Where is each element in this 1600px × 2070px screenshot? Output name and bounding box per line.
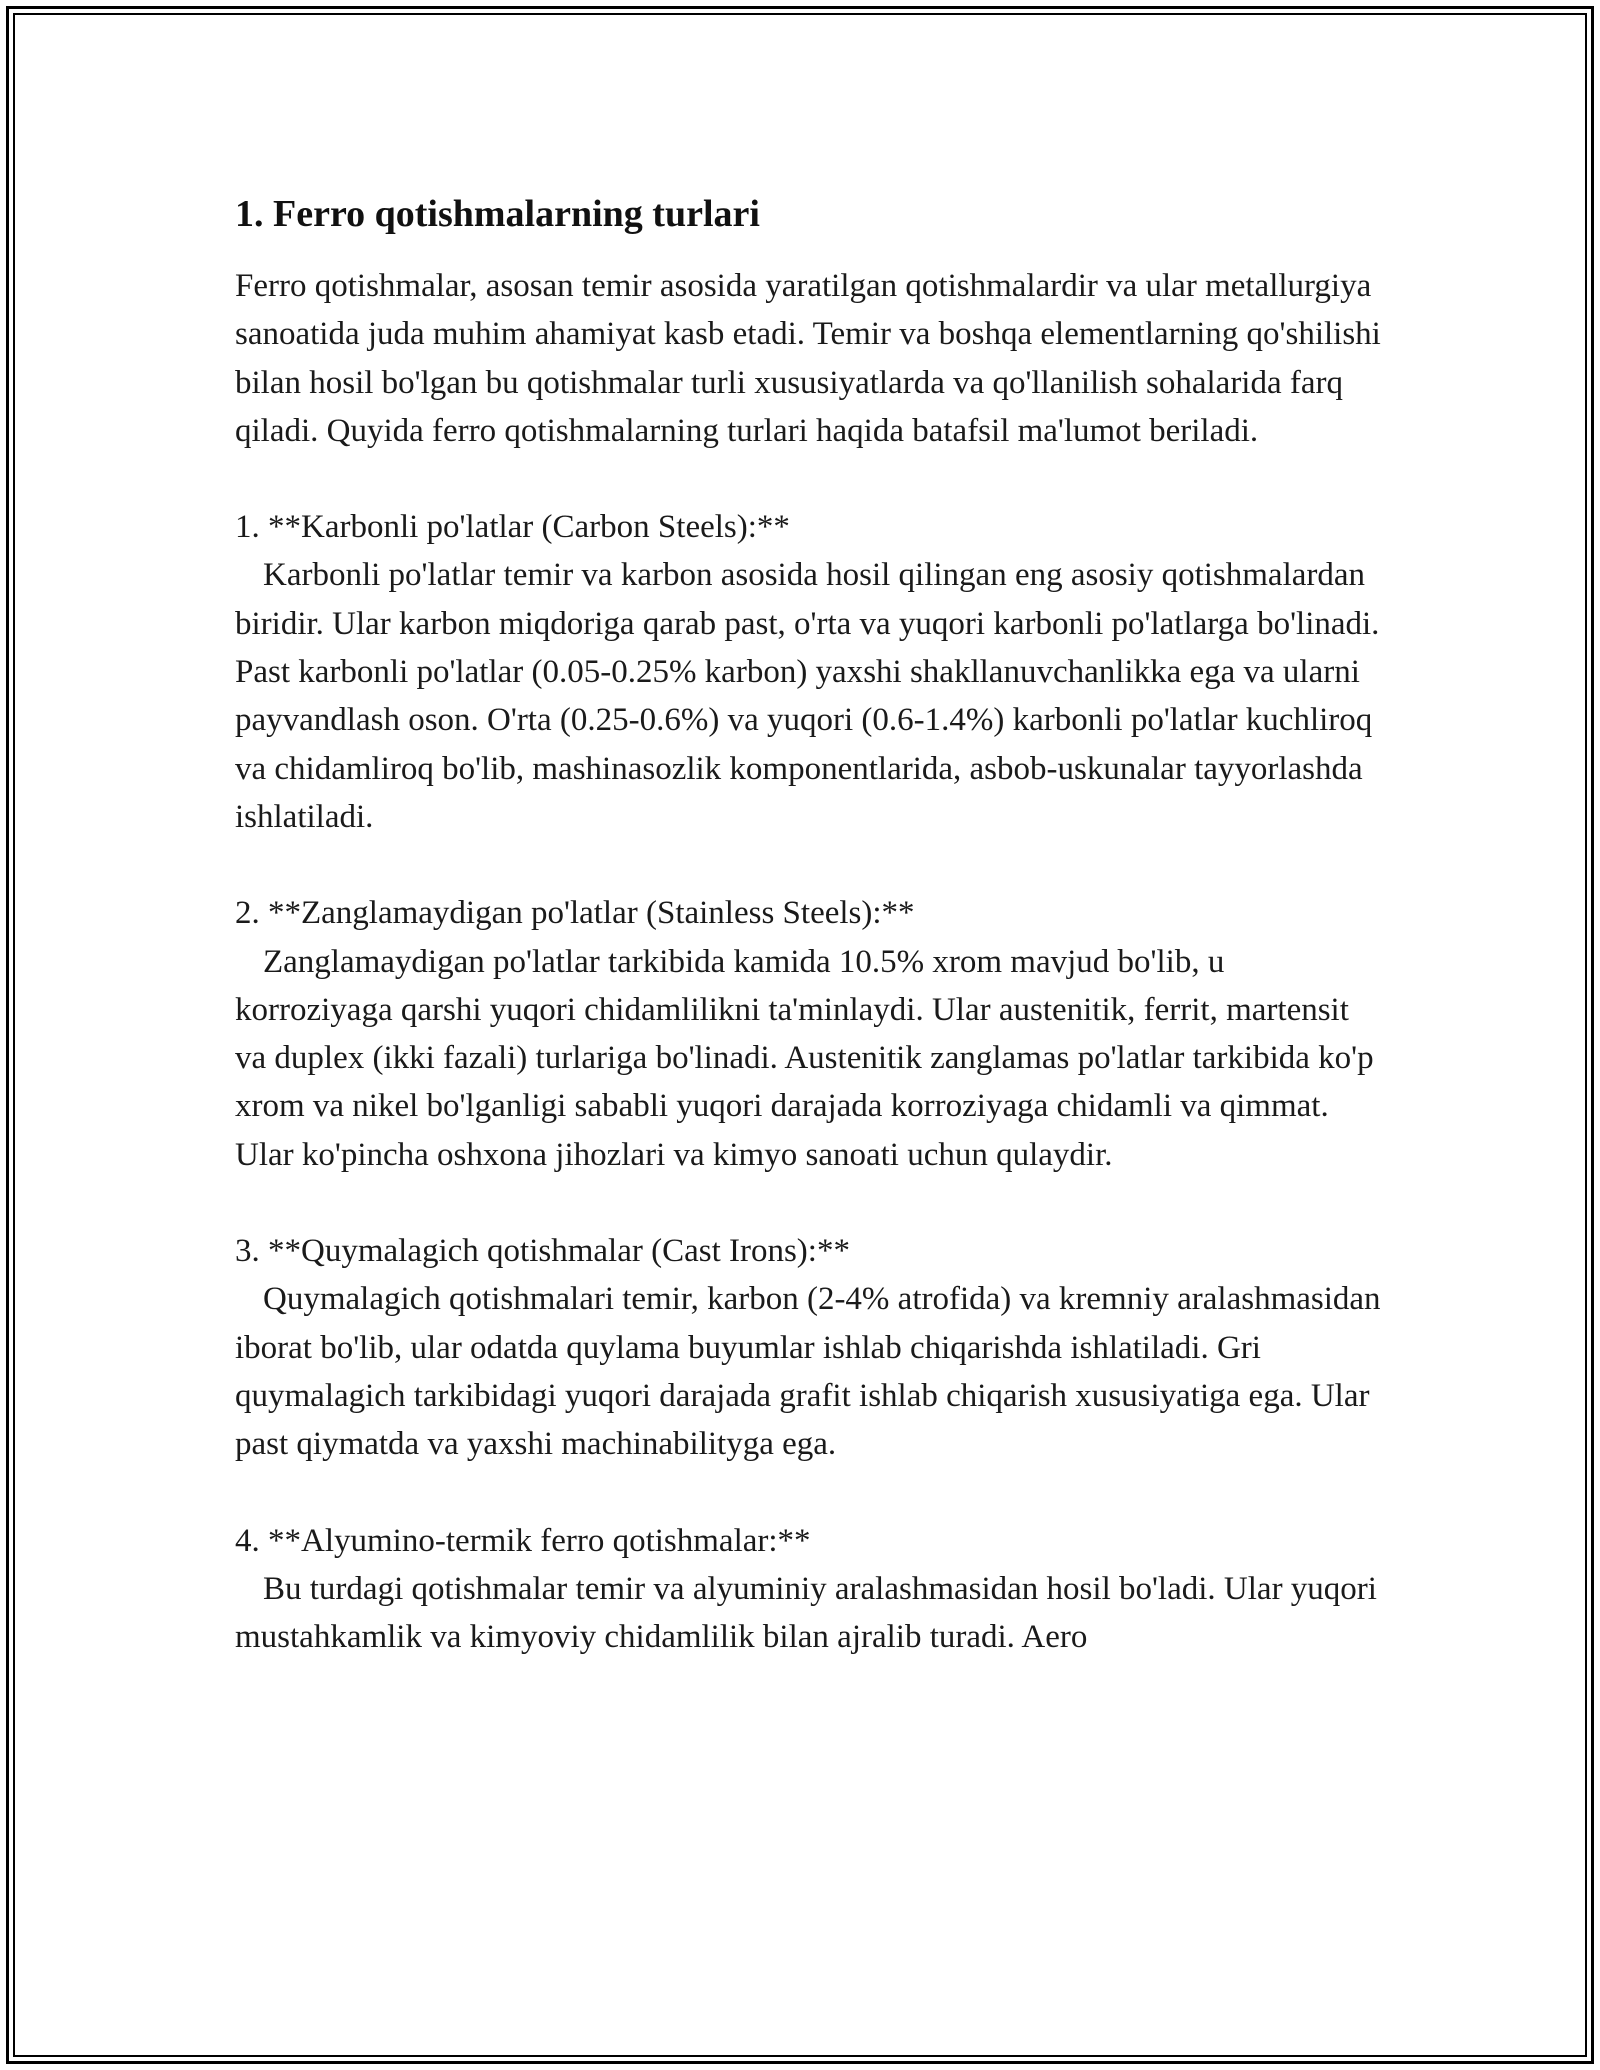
paragraph-spacer xyxy=(235,455,1385,503)
paragraph-spacer xyxy=(235,841,1385,889)
section-heading: 4. **Alyumino-termik ferro qotishmalar:** xyxy=(235,1522,811,1559)
intro-paragraph: Ferro qotishmalar, asosan temir asosida yaratilgan qotishmalardir va ular metallurgiya sanoatida juda muhim ahamiyat kasb etadi. Temir va boshqa elementlarning qo'shilishi bilan hosil bo'lgan bu qotishmalar turli xususiyatlarda va qo'llanilish sohalarida farq qiladi. Quyida ferro qotishmalarning turlari haqida batafsil ma'lumot beriladi. xyxy=(235,268,1381,449)
section-aluminothermic xyxy=(235,1517,1385,1662)
section-body xyxy=(235,551,1385,841)
section-body-text: Zanglamaydigan po'latlar tarkibida kamida 10.5% xrom mavjud bo'lib, u korroziyaga qarshi yuqori chidamlilikni ta'minlaydi. Ular austenitik, ferrit, martensit va duplex (ikki fazali) turlariga bo'linadi. Austenitik zanglamas po'latlar tarkibida ko'p xrom va nikel bo'lganligi sababli yuqori darajada korroziyaga chidamli va qimmat. Ular ko'pincha oshxona jihozlari va kimyo sanoati uchun qulaydir. xyxy=(235,943,1374,1173)
section-body xyxy=(235,1275,1385,1468)
section-heading: 2. **Zanglamaydigan po'latlar (Stainless Steels):** xyxy=(235,895,915,932)
section-body xyxy=(235,1565,1385,1662)
section-body xyxy=(235,938,1385,1179)
paragraph-spacer xyxy=(235,1469,1385,1517)
section-heading: 3. **Quymalagich qotishmalar (Cast Irons):** xyxy=(235,1233,850,1270)
section-cast-irons xyxy=(235,1227,1385,1468)
section-stainless-steels xyxy=(235,889,1385,1179)
paragraph-spacer xyxy=(235,1179,1385,1227)
section-body-text: Quymalagich qotishmalari temir, karbon (2-4% atrofida) va kremniy aralashmasidan iborat bo'lib, ular odatda quylama buyumlar ishlab chiqarishda ishlatiladi. Gri quymalagich tarkibidagi yuqori darajada grafit ishlab chiqarish xususiyatiga ega. Ular past qiymatda va yaxshi machinabilityga ega. xyxy=(235,1281,1381,1463)
section-body-text: Bu turdagi qotishmalar temir va alyuminiy aralashmasidan hosil bo'ladi. Ular yuqori mustahkamlik va kimyoviy chidamlilik bilan ajralib turadi. Aero xyxy=(235,1570,1377,1656)
section-carbon-steels xyxy=(235,503,1385,841)
section-body-text: Karbonli po'latlar temir va karbon asosida hosil qilingan eng asosiy qotishmalardan biridir. Ular karbon miqdoriga qarab past, o'rta va yuqori karbonli po'latlarga bo'linadi. Past karbonli po'latlar (0.05-0.25% karbon) yaxshi shakllanuvchanlikka ega va ularni payvandlash oson. O'rta (0.25-0.6%) va yuqori (0.6-1.4%) karbonli po'latlar kuchliroq va chidamliroq bo'lib, mashinasozlik komponentlarida, asbob-uskunalar tayyorlashda ishlatiladi. xyxy=(235,557,1380,835)
document-title: 1. Ferro qotishmalarning turlari xyxy=(235,193,760,235)
document-body xyxy=(235,186,1385,1661)
section-heading: 1. **Karbonli po'latlar (Carbon Steels):** xyxy=(235,509,790,546)
